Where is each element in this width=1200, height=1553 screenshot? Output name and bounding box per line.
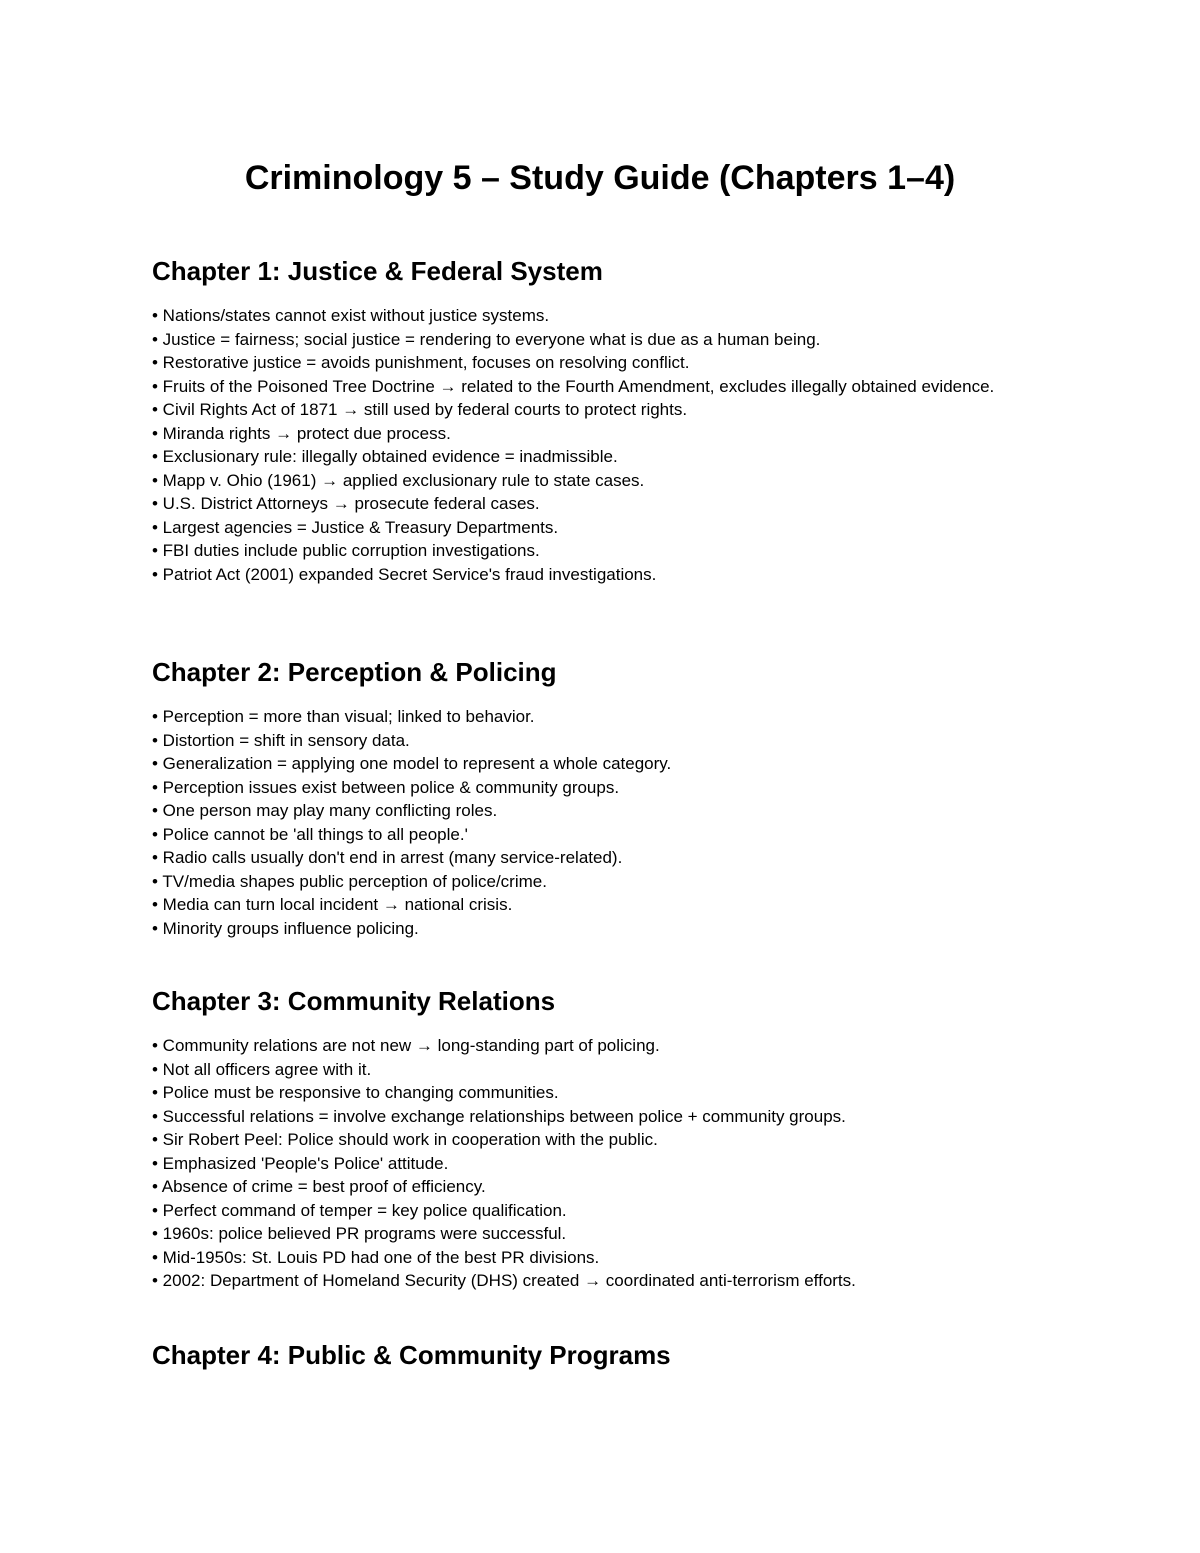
list-item: • Media can turn local incident → national crisis. <box>152 895 513 914</box>
list-item: • TV/media shapes public perception of police/crime. <box>152 871 547 891</box>
list-item: • Miranda rights → protect due process. <box>152 423 451 443</box>
list-item: • Perception = more than visual; linked to behavior. <box>152 707 535 726</box>
list-item: • Justice = fairness; social justice = rendering to everyone what is due as a human being. <box>152 329 821 349</box>
list-item: • Perfect command of temper = key police qualification. <box>152 1200 567 1220</box>
list-item: • Exclusionary rule: illegally obtained evidence = inadmissible. <box>152 447 618 466</box>
list-item: • Fruits of the Poisoned Tree Doctrine → related to the Fourth Amendment, excludes illegally obtained evidence. <box>152 376 995 396</box>
list-item: • Radio calls usually don't end in arrest (many service-related). <box>152 848 623 867</box>
list-item: • Civil Rights Act of 1871 → still used by federal courts to protect rights. <box>152 400 688 419</box>
chapter-2-section <box>152 655 1052 940</box>
chapter-2-heading: Chapter 2: Perception & Policing <box>152 657 557 687</box>
list-item: • Police cannot be 'all things to all people.' <box>152 824 468 844</box>
list-item: • U.S. District Attorneys → prosecute federal cases. <box>152 494 540 513</box>
list-item: • Police must be responsive to changing communities. <box>152 1083 559 1102</box>
chapter-4-section <box>152 1338 1052 1388</box>
list-item: • Not all officers agree with it. <box>152 1059 372 1079</box>
list-item: • FBI duties include public corruption investigations. <box>152 541 540 560</box>
list-item: • Mapp v. Ohio (1961) → applied exclusionary rule to state cases. <box>152 470 645 490</box>
chapter-3-heading: Chapter 3: Community Relations <box>152 986 556 1016</box>
chapter-1-list <box>152 304 1052 586</box>
list-item: • Successful relations = involve exchange relationships between police + community groups. <box>152 1106 846 1126</box>
list-item: • Distortion = shift in sensory data. <box>152 730 410 750</box>
list-item: • Perception issues exist between police & community groups. <box>152 777 620 797</box>
list-item: • Community relations are not new → long-standing part of policing. <box>152 1036 660 1055</box>
list-item: • Minority groups influence policing. <box>152 918 419 938</box>
chapter-3-section <box>152 984 1052 1293</box>
list-item: • One person may play many conflicting roles. <box>152 801 498 820</box>
list-item: • 2002: Department of Homeland Security (DHS) created → coordinated anti-terrorism efforts. <box>152 1271 856 1290</box>
list-item: • Restorative justice = avoids punishment, focuses on resolving conflict. <box>152 353 690 372</box>
list-item: • Largest agencies = Justice & Treasury Departments. <box>152 517 559 537</box>
list-item: • Patriot Act (2001) expanded Secret Service's fraud investigations. <box>152 564 657 584</box>
chapter-4-heading: Chapter 4: Public & Community Programs <box>152 1340 671 1370</box>
list-item: • 1960s: police believed PR programs were successful. <box>152 1224 567 1243</box>
chapter-1-section <box>152 254 1052 586</box>
list-item: • Mid-1950s: St. Louis PD had one of the best PR divisions. <box>152 1247 600 1267</box>
document-title: Criminology 5 – Study Guide (Chapters 1–4) <box>244 159 956 197</box>
chapter-1-heading: Chapter 1: Justice & Federal System <box>152 256 603 286</box>
list-item: • Absence of crime = best proof of efficiency. <box>152 1177 486 1196</box>
list-item: • Emphasized 'People's Police' attitude. <box>152 1153 449 1173</box>
chapter-3-list <box>152 1034 1052 1293</box>
list-item: • Sir Robert Peel: Police should work in cooperation with the public. <box>152 1130 658 1149</box>
list-item: • Nations/states cannot exist without justice systems. <box>152 306 550 325</box>
chapter-2-list <box>152 705 1052 940</box>
list-item: • Generalization = applying one model to represent a whole category. <box>152 754 672 773</box>
